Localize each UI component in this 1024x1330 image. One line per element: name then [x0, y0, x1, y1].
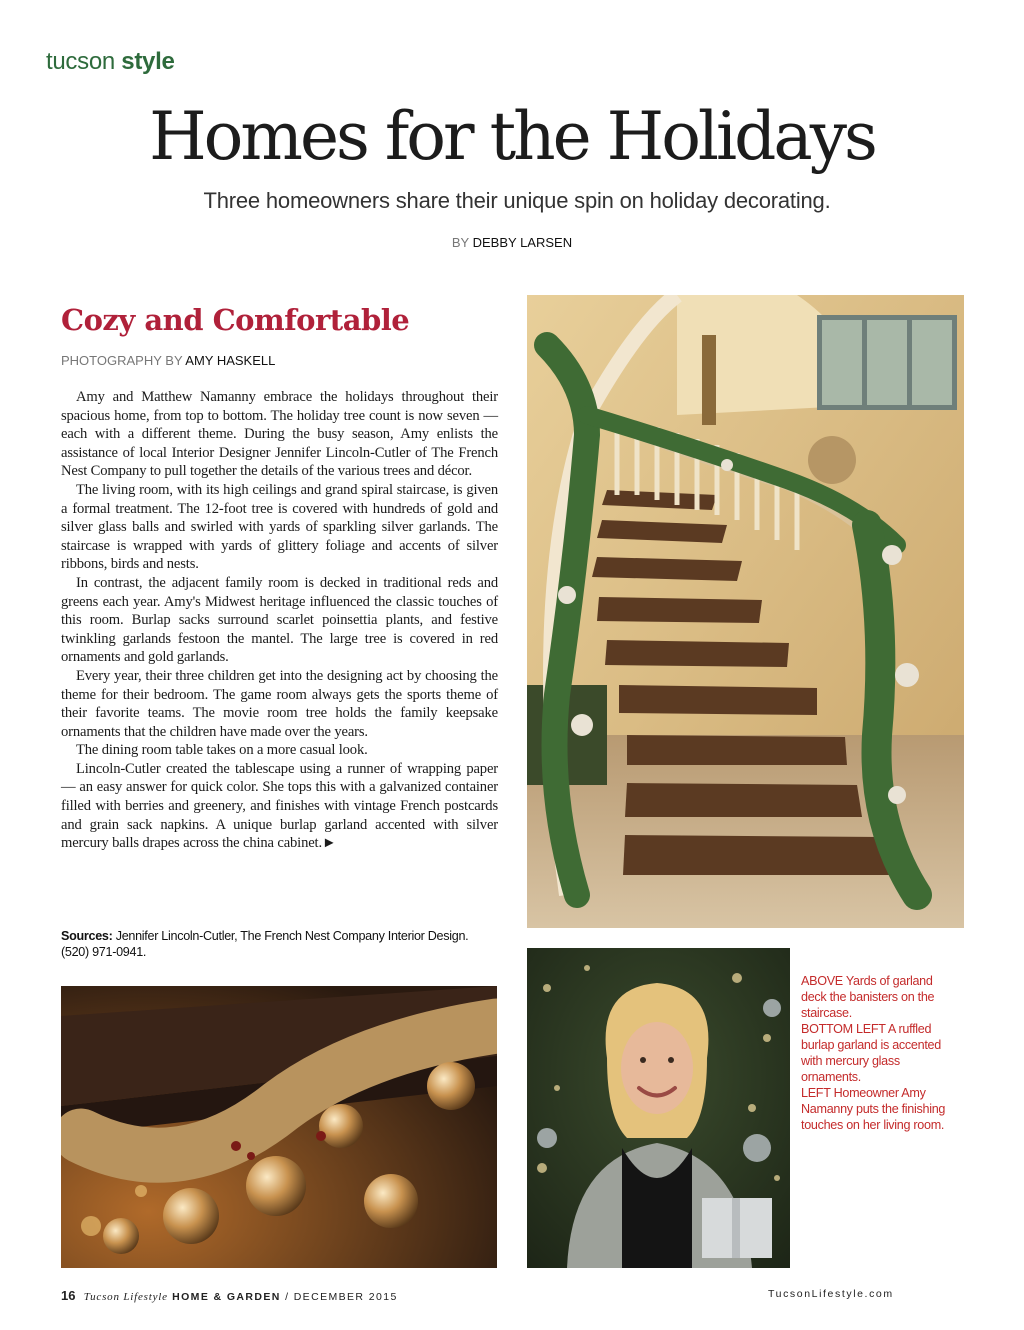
byline — [0, 235, 1024, 250]
caption-bottom-left — [801, 1021, 961, 1085]
caption-text: Homeowner Amy Namanny puts the finishing touches on her living room. — [801, 1086, 946, 1132]
photo-credit — [61, 353, 275, 368]
sources-text: Jennifer Lincoln-Cutler, The French Nest Company Interior Design. (520) 971-0941. — [61, 929, 469, 959]
body-paragraph: The dining room table takes on a more casual look. — [76, 742, 368, 759]
page-footer — [61, 1288, 398, 1303]
staircase-photo — [527, 295, 964, 928]
photo-credit-name: AMY HASKELL — [185, 353, 276, 368]
garland-photo — [61, 986, 497, 1268]
section-label — [46, 48, 175, 76]
byline-name: DEBBY LARSEN — [472, 235, 573, 250]
body-paragraph: Amy and Matthew Namanny embrace the holidays throughout their spacious home, from top to bottom. The holiday tree count is now seven — each with a different theme. During the busy season, Amy enlists the assistance of local Interior Designer Jennifer Lincoln-Cutler of The French Nest Company to pull together the details of the various trees and décor. — [61, 389, 498, 480]
dek: Three homeowners share their unique spin on holiday decorating. — [203, 188, 831, 213]
caption-left — [801, 1085, 961, 1133]
article-heading: Cozy and Comfortable — [61, 303, 410, 337]
section-label-bold: style — [121, 48, 175, 75]
caption-label: BOTTOM LEFT — [801, 1022, 886, 1036]
issue-date: DECEMBER 2015 — [293, 1291, 398, 1303]
website-url[interactable]: TucsonLifestyle.com — [768, 1288, 894, 1300]
body-paragraph: Lincoln-Cutler created the tablescape using a runner of wrapping paper — an easy answer for quick color. She tops this with a galvanized container filled with berries and greenery, and finishes with vintage French postcards and grain sack napkins. A unique burlap garland accented with silver mercury balls drapes across the china cabinet.► — [61, 760, 498, 852]
sources-note — [61, 928, 491, 960]
magazine-name: Tucson Lifestyle — [83, 1291, 168, 1303]
body-paragraph: Every year, their three children get into the designing act by choosing the theme for their bedroom. The game room always gets the sports theme of their favorite teams. The movie room tree holds the family keepsake ornaments that the children have made over the years. — [61, 667, 498, 740]
caption-above — [801, 973, 961, 1021]
caption-label: ABOVE — [801, 974, 843, 988]
article-body — [61, 388, 498, 853]
sources-label: Sources: — [61, 929, 113, 943]
caption-text: Yards of garland deck the banisters on the staircase. — [801, 974, 935, 1020]
portrait-photo — [527, 948, 790, 1268]
section-label-light: tucson — [46, 48, 115, 75]
body-paragraph: In contrast, the adjacent family room is decked in traditional reds and greens each year. Amy's Midwest heritage influenced the classic touches of this room. Burlap sacks surround scarlet poinsettia plants, and festive twinkling garlands festoon the mantel. The large tree is covered in red ornaments and gold garlands. — [61, 574, 498, 666]
page-number: 16 — [61, 1288, 76, 1303]
footer-separator: / — [280, 1291, 294, 1303]
photo-captions — [801, 973, 961, 1133]
caption-label: LEFT — [801, 1086, 831, 1100]
body-paragraph: The living room, with its high ceilings and grand spiral staircase, is given a formal treatment. The 12-foot tree is covered with hundreds of gold and silver glass balls and swirled with yards of sparkling silver garlands. The staircase is wrapped with yards of glittery foliage and accents of silver ribbons, birds and nests. — [61, 481, 498, 573]
footer-section: HOME & GARDEN — [172, 1291, 281, 1303]
byline-label: BY — [451, 235, 469, 250]
photo-credit-label: PHOTOGRAPHY BY — [61, 353, 183, 368]
headline: Homes for the Holidays — [149, 98, 875, 175]
caption-text: A ruffled burlap garland is accented with mercury glass ornaments. — [801, 1022, 941, 1084]
